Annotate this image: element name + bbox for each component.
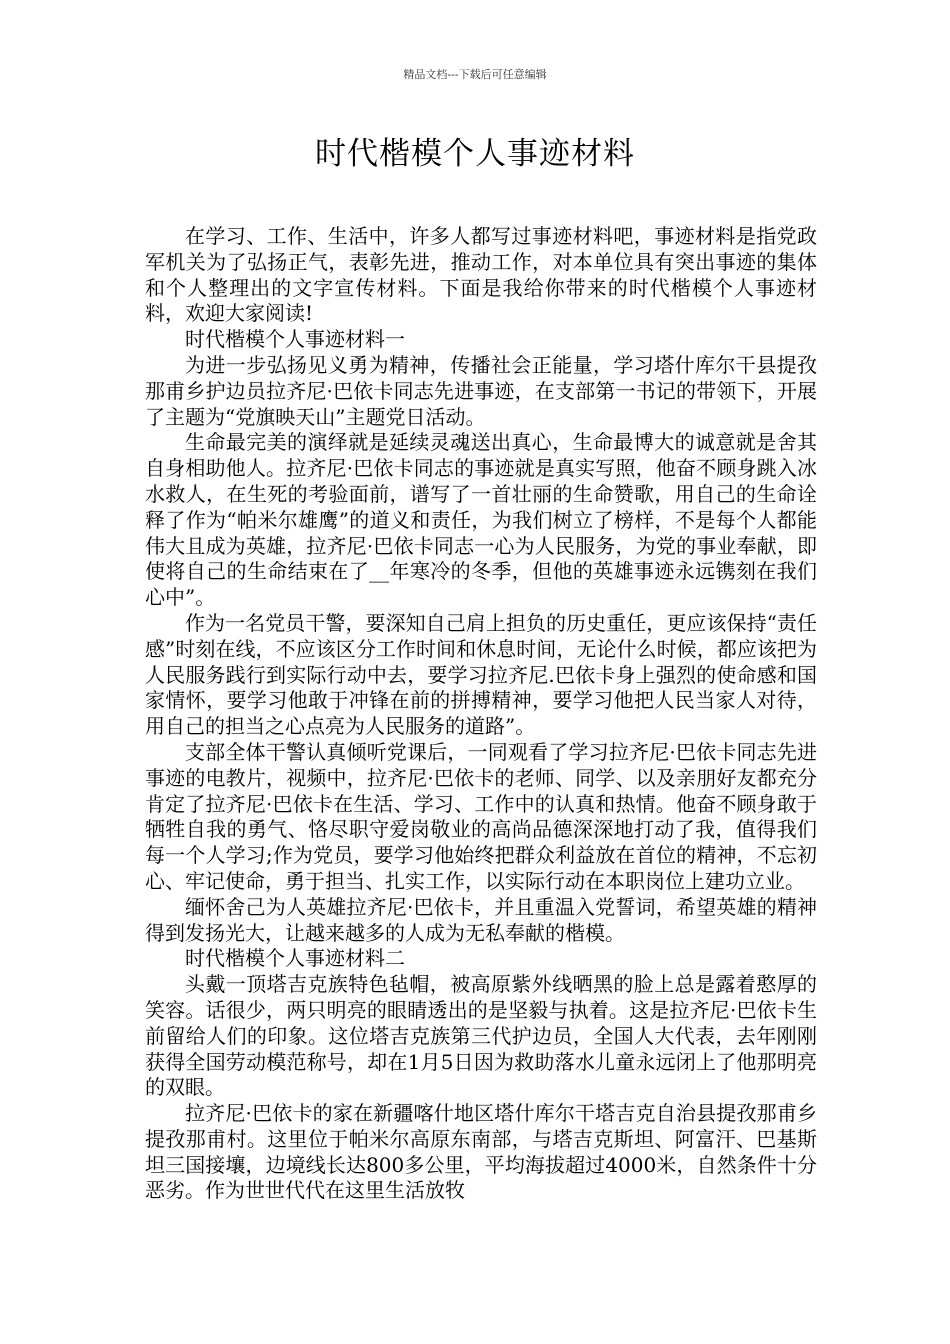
paragraph: 缅怀舍己为人英雄拉齐尼·巴依卡，并且重温入党誓词，希望英雄的精神得到发扬光大，让越来越多的人成为无私奉献的楷模。 — [145, 894, 817, 945]
section-heading: 时代楷模个人事迹材料二 — [185, 946, 405, 971]
paragraph: 作为一名党员干警，要深知自己肩上担负的历史重任，更应该保持“责任感”时刻在线，不应该区分工作时间和休息时间，无论什么时候，都应该把为人民服务践行到实际行动中去，要学习拉齐尼.巴依卡身上强烈的使命感和国家情怀，要学习他敢于冲锋在前的拼搏精神，要学习他把人民当家人对待，用自己的担当之心点亮为人民服务的道路”。 — [145, 610, 817, 739]
document-title: 时代楷模个人事迹材料 — [315, 136, 635, 172]
paragraph: 支部全体干警认真倾听党课后，一同观看了学习拉齐尼·巴依卡同志先进事迹的电教片，视频中，拉齐尼·巴依卡的老师、同学、以及亲朋好友都充分肯定了拉齐尼·巴依卡在生活、学习、工作中的认真和热情。他奋不顾身敢于牺牲自我的勇气、恪尽职守爱岗敬业的高尚品德深深地打动了我，值得我们每一个人学习;作为党员，要学习他始终把群众利益放在首位的精神，不忘初心、牢记使命，勇于担当、扎实工作，以实际行动在本职岗位上建功立业。 — [145, 739, 817, 893]
document-body — [145, 224, 817, 1204]
section-heading: 时代楷模个人事迹材料一 — [185, 327, 405, 352]
paragraph: 为进一步弘扬见义勇为精神，传播社会正能量，学习塔什库尔干县提孜那甫乡护边员拉齐尼·巴依卡同志先进事迹，在支部第一书记的带领下，开展了主题为“党旗映天山”主题党日活动。 — [145, 352, 817, 429]
paragraph: 在学习、工作、生活中，许多人都写过事迹材料吧，事迹材料是指党政军机关为了弘扬正气，表彰先进，推动工作，对本单位具有突出事迹的集体和个人整理出的文字宣传材料。下面是我给你带来的时代楷模个人事迹材料，欢迎大家阅读! — [145, 224, 817, 326]
paragraph: 拉齐尼·巴依卡的家在新疆喀什地区塔什库尔干塔吉克自治县提孜那甫乡提孜那甫村。这里位于帕米尔高原东南部，与塔吉克斯坦、阿富汗、巴基斯坦三国接壤，边境线长达800多公里，平均海拔超过4000米，自然条件十分恶劣。作为世世代代在这里生活放牧 — [145, 1101, 817, 1203]
paragraph: 生命最完美的演绎就是延续灵魂送出真心，生命最博大的诚意就是舍其自身相助他人。拉齐尼·巴依卡同志的事迹就是真实写照，他奋不顾身跳入冰水救人，在生死的考验面前，谱写了一首壮丽的生命赞歌，用自己的生命诠释了作为“帕米尔雄鹰”的道义和责任，为我们树立了榜样，不是每个人都能伟大且成为英雄，拉齐尼·巴依卡同志一心为人民服务，为党的事业奉献，即使将自己的生命结束在了__年寒冷的冬季，但他的英雄事迹永远镌刻在我们心中”。 — [145, 430, 817, 610]
header-note: 精品文档---下载后可任意编辑 — [403, 68, 547, 81]
paragraph: 头戴一顶塔吉克族特色毡帽，被高原紫外线晒黑的脸上总是露着憨厚的笑容。话很少，两只明亮的眼睛透出的是坚毅与执着。这是拉齐尼·巴依卡生前留给人们的印象。这位塔吉克族第三代护边员，全国人大代表，去年刚刚获得全国劳动模范称号，却在1月5日因为救助落水儿童永远闭上了他那明亮的双眼。 — [145, 972, 817, 1100]
